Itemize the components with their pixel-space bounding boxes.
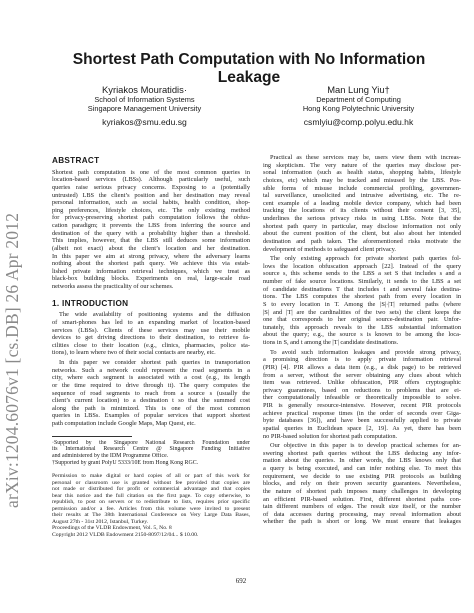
body-paragraph-3	[263, 349, 461, 443]
text-line: ·Supported by the Singapore National Research Foundation under	[52, 439, 250, 446]
text-line: tain different numbers of edges. The result size itself, or the number	[263, 503, 461, 511]
paper-title: Shortest Path Computation with No Information Leakage	[72, 51, 426, 86]
text-line: (PIR) [4]. PIR allows a data item (e.g., a disk page) to be retrieved	[263, 363, 461, 371]
text-line: networks. Such a network could represent the road segments in a	[52, 366, 250, 374]
footnotes	[52, 440, 250, 469]
text-line: cent example of a leading mobile device company, which had been	[263, 199, 461, 207]
text-line: †Supported by grant PolyU 5333/10E from Hong Kong RGC.	[52, 459, 199, 466]
text-line: devices to get driving directions to their destination, to retrieve fa-	[52, 334, 250, 342]
text-line: untrusted) LBS the client’s position and her destination may reveal	[52, 191, 250, 199]
text-line: Shortest path computation is one of the most common queries in	[52, 168, 250, 176]
text-line: republish, to post on servers or to redistribute to lists, requires prior specific	[52, 499, 250, 506]
text-line: lows the location obfuscation approach [22]. Instead of the query	[263, 262, 461, 270]
author-block-2	[266, 84, 451, 127]
text-line: tions in S, and t among the |T| candidate destinations.	[263, 339, 399, 346]
text-line: queries raise serious privacy concerns. Exposing to a (potentially	[52, 183, 250, 191]
abstract-text	[52, 169, 250, 293]
author-affiliation: Department of Computing Hong Kong Polytechnic University	[302, 95, 415, 113]
text-line: services (LBSs). Clients of these services may use their mobile	[52, 326, 250, 334]
text-line: tracking the locations of its clients without their consent [3, 35],	[263, 207, 461, 215]
text-line: To avoid such information leakages and provide strong privacy,	[270, 348, 461, 356]
text-line: PIR is generally resource-intensive. However, recent PIR protocols	[263, 402, 461, 409]
text-line: development of methods to safeguard client privacy.	[263, 245, 396, 253]
text-line: city, where each segment is associated with a cost (e.g., its length	[52, 374, 250, 382]
text-line: S to every location in T. Among the |S|·|T| returned paths (where	[263, 300, 461, 308]
text-line: choices, etc) which may be tracked and misused by the LBS. Pos-	[263, 176, 461, 184]
text-line: swering shortest path queries without the LBS deducing any infor-	[263, 449, 461, 457]
author-name: Kyriakos Mouratidis·	[102, 84, 187, 95]
text-line: nothing about the shortest path query. We achieve this via estab-	[52, 260, 250, 268]
text-line: whether the path is short or long. We must ensure that leakages	[263, 518, 461, 526]
text-line: Copyright 2012 VLDB Endowment 2150-8097/12/04... $ 10.00.	[52, 531, 199, 538]
text-line: mation about the queries. In other words, the LBS knows only that	[263, 457, 461, 465]
text-line: from a server, without the server obtaining any clues about which	[263, 371, 461, 379]
text-line: personal or classroom use is granted without fee provided that copies are	[52, 479, 250, 486]
text-line: about the query; e.g., the source s is known to be among the loca-	[263, 331, 461, 339]
text-line: networks assess the practicality of our schemes.	[52, 283, 174, 290]
text-line: path computation include Google Maps, Map Quest, etc.	[52, 420, 196, 427]
text-line: spatial queries in Euclidean space [2, 19]. As yet, there has been	[263, 424, 461, 432]
text-line: permission and/or a fee. Articles from this volume were invited to present	[52, 505, 250, 512]
text-line: destination and path taken. The aforementioned risks motivate the	[263, 237, 461, 245]
author-email: csmlyiu@comp.polyu.edu.hk	[303, 116, 414, 127]
text-line: sible forms of misuse include commercial profiling, governmen-	[263, 184, 461, 192]
text-line: of data accesses during processing, may reveal information about	[263, 510, 461, 518]
text-line: their results at The 38th International Conference on Very Large Data Bases,	[52, 512, 250, 519]
author-block-1	[52, 84, 237, 127]
text-line: of smart-phones has led to an expanding market of location-based	[52, 318, 250, 326]
text-line: lished private information retrieval techniques, which we treat as	[52, 267, 250, 275]
text-line: its International Research Centre @ Singapore Funding Initiative	[52, 446, 250, 453]
text-line: not made or distributed for profit or commercial advantage and that copies	[52, 486, 250, 493]
text-line: In this paper we consider shortest path queries in transportation	[59, 359, 250, 366]
text-line: bear this notice and the full citation on the first page. To copy otherwise, to	[52, 492, 250, 499]
text-line: one that corresponds to her original source-destination pair. Unfor-	[263, 316, 461, 324]
text-line: location-based services (LBSs). Although particularly useful, such	[52, 176, 250, 184]
text-line: The wide availability of positioning systems and the diffusion	[59, 311, 250, 319]
text-line: In this paper we aim at strong privacy, where the adversary learns	[52, 252, 250, 260]
text-line: underlines the serious privacy risks in using LBSs. Note that the	[263, 215, 461, 222]
text-line: the nature of shortest path imposes many challenges in developing	[263, 487, 461, 495]
introduction-heading: 1. INTRODUCTION	[52, 298, 129, 308]
text-line: along the path is minimized. This is one of the most common	[52, 404, 250, 412]
text-line: (albeit not exact) about the client’s location and her destination.	[52, 244, 250, 252]
text-line: a promising direction is to apply private information retrieval	[263, 356, 461, 364]
text-line: tal surveillance, unsolicited and intrusive advertising, etc. The re-	[263, 192, 461, 200]
text-line: Permission to make digital or hard copies of all or part of this work for	[52, 473, 250, 480]
arxiv-identifier: arXiv:1204.6076v1 [cs.DB] 26 Apr 2012	[2, 212, 22, 508]
text-line: cilities close to their location (e.g., clinics, pharmacies, police sta-	[52, 341, 250, 349]
text-line: byte databases [36]), and have been successfully applied to private	[263, 417, 461, 425]
text-line: personal information, such as social habits, health condition, shop-	[52, 199, 250, 207]
intro-paragraph-2	[52, 359, 250, 430]
text-line: ing skepticism. The very nature of the queries may disclose per-	[263, 161, 461, 169]
text-line: an efficient PIR-based solution. First, different shortest paths con-	[263, 495, 461, 503]
text-line: black-box building blocks. Experiments on real, large-scale road	[52, 275, 250, 283]
text-line: ping preferences, lifestyle choices, etc. The only existing method	[52, 206, 250, 214]
text-line: tions. The LBS computes the shortest path from every location in	[263, 293, 461, 301]
author-name: Man Lung Yiu†	[327, 84, 390, 95]
text-line: tions), to learn where two of their social contacts are nearby, etc.	[52, 349, 216, 357]
permission-notice	[52, 473, 250, 540]
text-line: number of fake source locations. Similarly, it sends to the LBS a set	[263, 278, 461, 285]
left-column	[52, 156, 250, 540]
text-line: or the time required to drive through it). The query computes the	[52, 381, 250, 389]
text-line: Our objective in this paper is to develop practical schemes for an-	[270, 442, 461, 450]
text-line: for privacy-preserving shortest path computation follows the obfus-	[52, 214, 250, 222]
text-line: The only existing approach for private shortest path queries fol-	[270, 255, 461, 263]
text-line: requirement, we decide to use existing PIR protocols as building	[263, 472, 461, 480]
text-line: Proceedings of the VLDB Endowment, Vol. 5, No. 8	[52, 525, 172, 532]
text-line: cation paradigm; it prevents the LBS from inferring the source and	[52, 222, 250, 229]
page-number: 692	[235, 577, 247, 585]
text-line: of candidate destinations T that includes t and several fake destina-	[263, 285, 461, 293]
text-line: privacy guarantees, based on reductions to problems that are ei-	[263, 386, 461, 394]
text-line: tunately, this approach reveals to the LBS substantial information	[263, 323, 461, 331]
text-line: This implies, however, that the LBS still deduces some information	[52, 237, 250, 245]
author-email: kyriakos@smu.edu.sg	[102, 116, 187, 127]
author-affiliation: School of Information Systems Singapore Management University	[87, 95, 202, 113]
text-line: ther computationally infeasible or theoretically impossible to solve.	[263, 394, 461, 402]
text-line: August 27th - 31st 2012, Istanbul, Turkey.	[52, 518, 149, 525]
text-line: blocks, and rely on their proven security guarantees. Nevertheless,	[263, 480, 461, 488]
text-line: Practical as these services may be, users view them with increas-	[270, 154, 461, 161]
text-line: |S| and |T| are the cardinalities of the two sets) the client keeps the	[263, 308, 461, 316]
text-line: destination of the query with a probability higher than a threshold.	[52, 229, 250, 237]
text-line: and administered by the IDM Programme Office.	[52, 453, 169, 460]
text-line: shortest path query in particular, may disclose information not only	[263, 222, 461, 230]
text-line: achieve practical response times (in the order of seconds over Giga-	[263, 409, 461, 417]
text-line: a query is being executed, and can infer nothing else. To meet this	[263, 465, 461, 472]
text-line: about the current position of the client, but also about her intended	[263, 230, 461, 238]
right-column	[263, 154, 461, 526]
intro-paragraph-1	[52, 311, 250, 359]
text-line: sequence of road segments to reach from a source s (usually the	[52, 389, 250, 397]
text-line: queries in LBSs. Examples of popular services that support shortest	[52, 412, 250, 420]
text-line: item was retrieved. Unlike obfuscation, PIR offers cryptographic	[263, 379, 461, 387]
body-paragraph-1	[263, 154, 461, 255]
body-paragraph-2	[263, 255, 461, 349]
footnote-rule	[52, 436, 132, 437]
abstract-heading: ABSTRACT	[52, 156, 100, 165]
body-paragraph-4	[263, 442, 461, 526]
text-line: sonal information (such as health status, shopping habits, lifestyle	[263, 169, 461, 177]
text-line: no PIR-based solution for shortest path computation.	[263, 432, 398, 440]
text-line: client’s current location) to a destination t so that the summed cost	[52, 397, 250, 405]
text-line: source s, this scheme sends to the LBS a set S that includes s and a	[263, 270, 461, 278]
